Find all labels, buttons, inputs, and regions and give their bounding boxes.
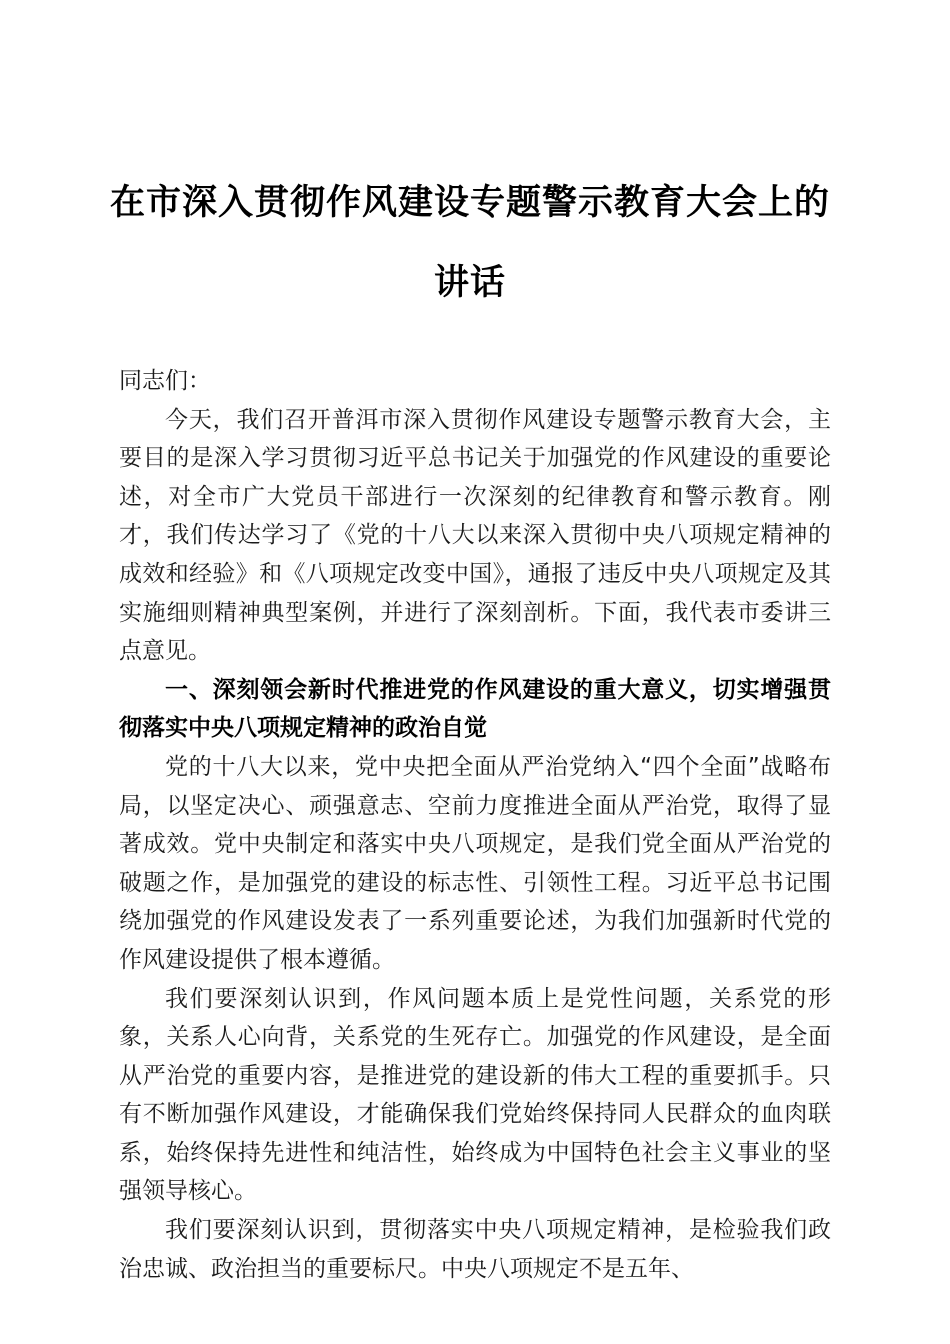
paragraph-3: 我们要深刻认识到，作风问题本质上是党性问题，关系党的形象，关系人心向背，关系党的生死存亡。加强党的作风建设，是全面从严治党的重要内容，是推进党的建设新的伟大工程的重要抓手。只有不断加强作风建设，才能确保我们党始终保持同人民群众的血肉联系，始终保持先进性和纯洁性，始终成为中国特色社会主义事业的坚强领导核心。 xyxy=(119,985,831,1205)
paragraph-4: 我们要深刻认识到，贯彻落实中央八项规定精神，是检验我们政治忠诚、政治担当的重要标尺。中央八项规定不是五年、 xyxy=(119,1217,831,1282)
section-heading-1: 一、深刻领会新时代推进党的作风建设的重大意义，切实增强贯彻落实中央八项规定精神的政治自觉 xyxy=(119,676,831,742)
document-body xyxy=(119,362,831,1288)
salutation: 同志们： xyxy=(119,368,211,394)
paragraph-2: 党的十八大以来，党中央把全面从严治党纳入“四个全面”战略布局，以坚定决心、顽强意志、空前力度推进全面从严治党，取得了显著成效。党中央制定和落实中央八项规定，是我们党全面从严治党的破题之作，是加强党的建设的标志性、引领性工程。习近平总书记围绕加强党的作风建设发表了一系列重要论述，为我们加强新时代党的作风建设提供了根本遵循。 xyxy=(119,753,831,973)
document-title: 在市深入贯彻作风建设专题警示教育大会上的讲话 xyxy=(109,182,830,303)
paragraph-intro: 今天，我们召开普洱市深入贯彻作风建设专题警示教育大会，主要目的是深入学习贯彻习近平总书记关于加强党的作风建设的重要论述，对全市广大党员干部进行一次深刻的纪律教育和警示教育。刚才，我们传达学习了《党的十八大以来深入贯彻中央八项规定精神的成效和经验》和《八项规定改变中国》，通报了违反中央八项规定及其实施细则精神典型案例，并进行了深刻剖析。下面，我代表市委讲三点意见。 xyxy=(119,406,831,665)
